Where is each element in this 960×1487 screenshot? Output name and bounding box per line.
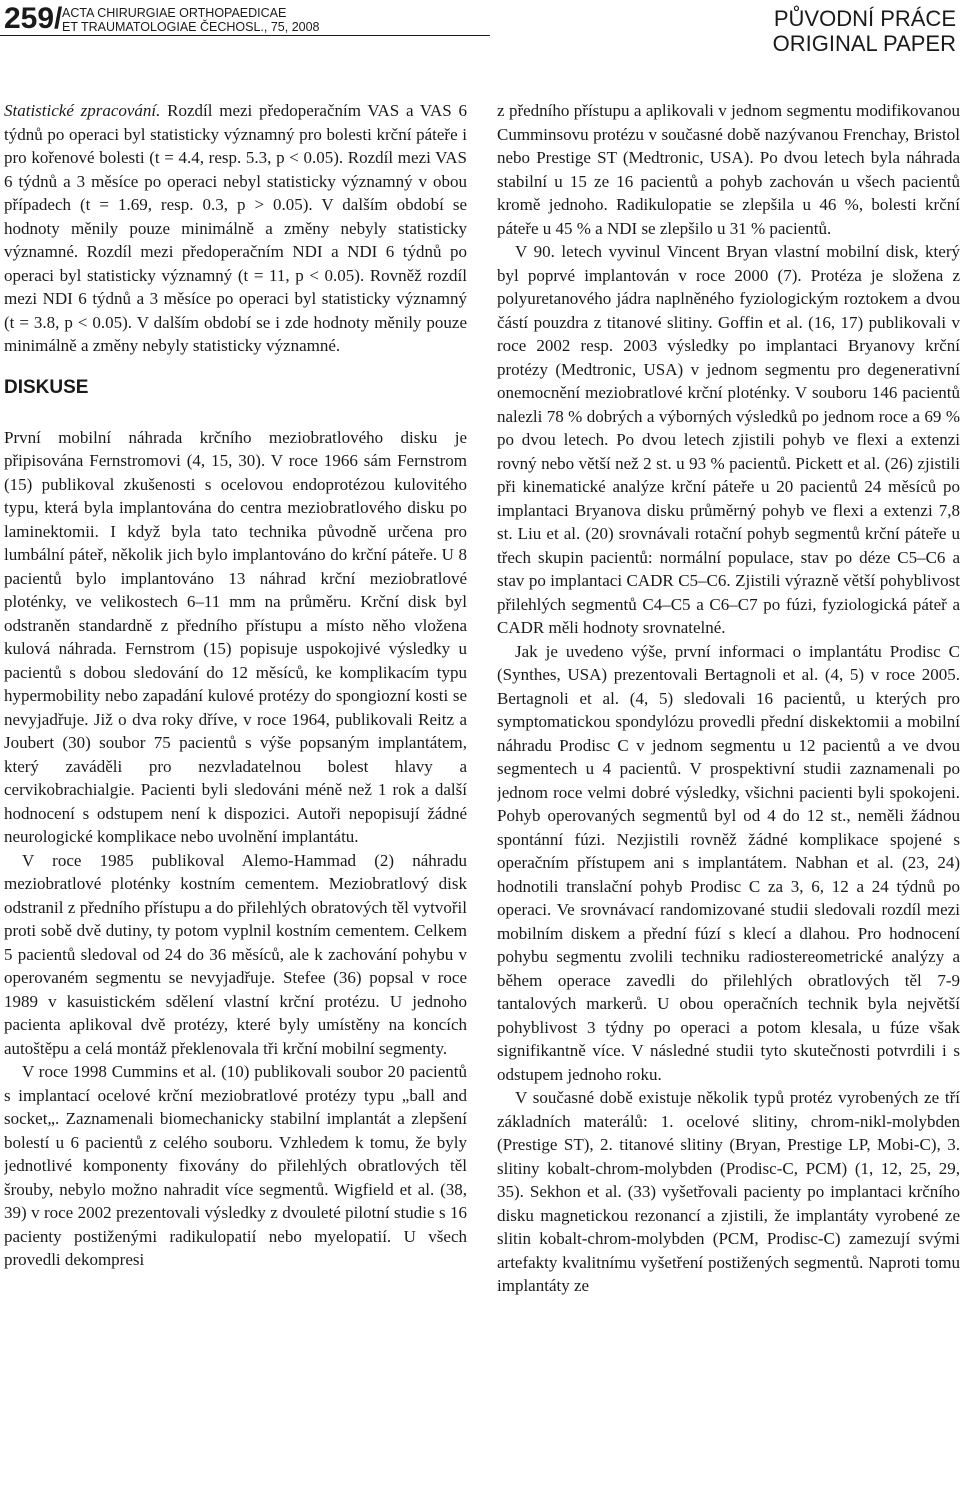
- body-paragraph: V 90. letech vyvinul Vincent Bryan vlastní mobilní disk, který byl poprvé implantován v roce 2000 (7). Protéza je složena z polyuretanového jádra naplněného fyziologickým roztokem a dvou částí pouzdra z titanové slitiny. Goffin et al. (16, 17) publikovali v roce 2002 resp. 2003 výsledky po implantaci Bryanovy krční protézy (Medtronic, USA) v jednom segmentu pro degenerativní onemocnění meziobratlové krční ploténky. V souboru 146 pacientů nalezli 78 % dobrých a výborných výsledků po jednom roce a 69 % po dvou letech. Po dvou letech zjistili pohyb ve flexi a extenzi rovný nebo větší než 2 st. u 93 % pacientů. Pickett et al. (26) zjistili při kinematické analýze krční páteře u 20 pacientů 24 měsíců po implantaci Bryanova disku průměrný pohyb ve flexi a extenzi 7,8 st. Liu et al. (20) srovnávali rotační pohyb segmentů krční páteře u třech skupin pacientů: normální populace, stav po déze C5–C6 a stav po implantaci CADR C5–C6. Zjistili výrazně větší pohyblivost přilehlých segmentů C4–C5 a C6–C7 po fúzi, fyziologická páteř a CADR měli hodnoty srovnatelné.: [497, 242, 960, 637]
- left-column: [4, 99, 467, 1487]
- section-heading-diskuse: DISKUSE: [4, 376, 89, 398]
- paper-type-czech: PŮVODNÍ PRÁCE: [773, 6, 956, 31]
- right-column: [497, 99, 960, 1487]
- journal-title: [62, 6, 320, 34]
- body-paragraph: Jak je uvedeno výše, první informaci o implantátu Prodisc C (Synthes, USA) prezentovali Bertagnoli et al. (4, 5) v roce 2005. Bertagnoli et al. (4, 5) sledovali 16 pacientů, u kterých pro symptomatickou spondylózu provedli přední diskektomii a mobilní náhradu Prodisc C v jednom segmentu u 12 pacientů a ve dvou segmentech u 4 pacientů. V prospektivní studii zaznamenali po jednom roce velmi dobré výsledky, všichni pacienti byli spokojeni. Pohyb operovaných segmentů byl od 4 do 12 st., neměli žádnou spontánní fúzi. Nezjistili rovněž žádné komplikace spojené s operačním přístupem ani s implantátem. Nabhan et al. (23, 24) hodnotili translační pohyb Prodisc C za 3, 6, 12 a 24 týdnů po operaci. Ve srovnávací randomizované studii sledovali rozdíl mezi mobilním diskem a přední fúzí s klecí a dlahou. Pro hodnocení pohybu segmentu zvolili techniku radiostereometrické analýzy a během operace zavedli do přilehlých obratlových těl 7-9 tantalových markerů. U obou operačních technik byla největší pohyblivost 3 týdny po operaci a potom klesala, u fúze však signifikantně více. V následné studii tyto skutečnosti potvrdili i s odstupem jednoho roku.: [497, 641, 960, 1084]
- body-paragraph: V roce 1985 publikoval Alemo-Hammad (2) náhradu meziobratlové ploténky kostním cementem. Meziobratlový disk odstranil z předního přístupu a do přilehlých obratových těl vytvořil proti sobě dvě dutiny, ty potom vyplnil kostním cementem. Celkem 5 pacientů sledoval od 24 do 36 měsíců, ale k zachování pohybu v operovaném segmentu se nevyjadřuje. Stefee (36) popsal v roce 1989 v kasuistickém sdělení vlastní krční protézu. U jednoho pacienta aplikoval dvě protézy, které byly umístěny na koncích autoštěpu a celá montáž překlenovala tři krční mobilní segmenty.: [4, 850, 467, 1058]
- journal-title-line-2: ET TRAUMATOLOGIAE ČECHOSL., 75, 2008: [62, 20, 320, 34]
- body-paragraph: První mobilní náhrada krčního meziobratlového disku je připisována Fernstromovi (4, 15, 30). V roce 1966 sám Fernstrom (15) publikoval zkušenosti s ocelovou endoprotézou kulovitého typu, která byla implantována do centra meziobratlového disku po laminektomii. I když byla tato technika původně určena pro lumbální páteř, několik jich bylo implantováno do krční páteře. U 8 pacientů bylo implantováno 13 náhrad krční meziobratlové ploténky, ve velikostech 6–11 mm na průměru. Krční disk byl odstraněn standardně z předního přístupu a místo něho vložena kulová náhrada. Fernstrom (15) popisuje uspokojivé výsledky u pacientů s dobou sledování do 12 měsíců, ke komplikacím typu hypermobility nebo zapadání kulové protézy do spongiozní kosti se nevyjadřuje. Již o dva roky dříve, v roce 1964, publikovali Reitz a Joubert (30) soubor 75 pacientů s výše popsaným implantátem, který zaváděli pro nezvladatelnou bolest hlavy a cervikobrachialgie. Pacienti byli sledováni méně než 1 rok a další hodnocení s odstupem není k dispozici. Autoři nepopisují žádné neurologické komplikace nebo uvolnění implantátu.: [4, 427, 467, 846]
- paper-type: [773, 6, 956, 56]
- body-paragraph: V roce 1998 Cummins et al. (10) publikovali soubor 20 pacientů s implantací ocelové krční meziobratlové protézy typu „ball and socket„. Zaznamenali biomechanicky stabilní implantát a zlepšení bolestí u 6 pacientů z celého souboru. Vzhledem k tomu, že byly jednotlivé komponenty fixovány do přilehlých obratlových těl šrouby, nebylo možno nahradit více segmentů. Wigfield et al. (38, 39) v roce 2002 prezentovali výsledky z dvouleté pilotní studie s 16 pacienty postiženými radikulopatií nebo myelopatií. U všech provedli dekompresi: [4, 1062, 467, 1269]
- statistics-label: Statistické zpracování.: [4, 101, 161, 120]
- page-number: 259/: [4, 2, 63, 35]
- paper-type-english: ORIGINAL PAPER: [772, 31, 956, 56]
- statistics-paragraph: [4, 99, 467, 358]
- body-paragraph: V současné době existuje několik typů protéz vyrobených ze tří základních materálů: 1. ocelové slitiny, chrom-nikl-molybden (Prestige ST), 2. titanové slitiny (Bryan, Prestige LP, Mobi-C), 3. slitiny kobalt-chrom-molybden (Prodisc-C, PCM) (1, 12, 25, 29, 35). Sekhon et al. (33) vyšetřovali pacienty po implantaci krčního disku magnetickou rezonancí a zjistili, že implantáty vyrobené ze slitin kobalt-chrom-molybden (PCM, Prodisc-C) zamezují svými artefakty kvalitnímu vyšetření postižených segmentů. Naproti tomu implantáty ze: [497, 1088, 960, 1295]
- journal-title-line-1: ACTA CHIRURGIAE ORTHOPAEDICAE: [62, 6, 287, 20]
- page-header: [0, 0, 960, 70]
- header-rule: [0, 35, 490, 36]
- body-paragraph: z předního přístupu a aplikovali v jednom segmentu modifikovanou Cumminsovu protézu v současné době nazývanou Frenchay, Bristol nebo Prestige ST (Medtronic, USA). Po dvou letech byla náhrada stabilní u 15 ze 16 pacientů a pohyb zachován u všech pacientů kromě jednoho. Radikulopatie se zlepšila u 46 %, bolesti krční páteře u 45 % a NDI se zlepšilo u 31 % pacientů.: [497, 101, 960, 238]
- statistics-text: Rozdíl mezi předoperačním VAS a VAS 6 týdnů po operaci byl statisticky významný pro bolesti krční páteře i pro kořenové bolesti (t = 4.4, resp. 5.3, p < 0.05). Rozdíl mezi VAS 6 týdnů a 3 měsíce po operaci nebyl statisticky významný v obou případech (t = 1.69, resp. 0.3, p > 0.05). V dalším období se hodnoty měnily pouze minimálně a změny nebyly statisticky významné. Rozdíl mezi předoperačním NDI a NDI 6 týdnů po operaci byl statisticky významný (t = 11, p < 0.05). Rovněž rozdíl mezi NDI 6 týdnů a 3 měsíce po operaci byl statisticky významný (t = 3.8, p < 0.05). V dalším období se i zde hodnoty měnily pouze minimálně a změny nebyly statisticky významné.: [4, 101, 467, 355]
